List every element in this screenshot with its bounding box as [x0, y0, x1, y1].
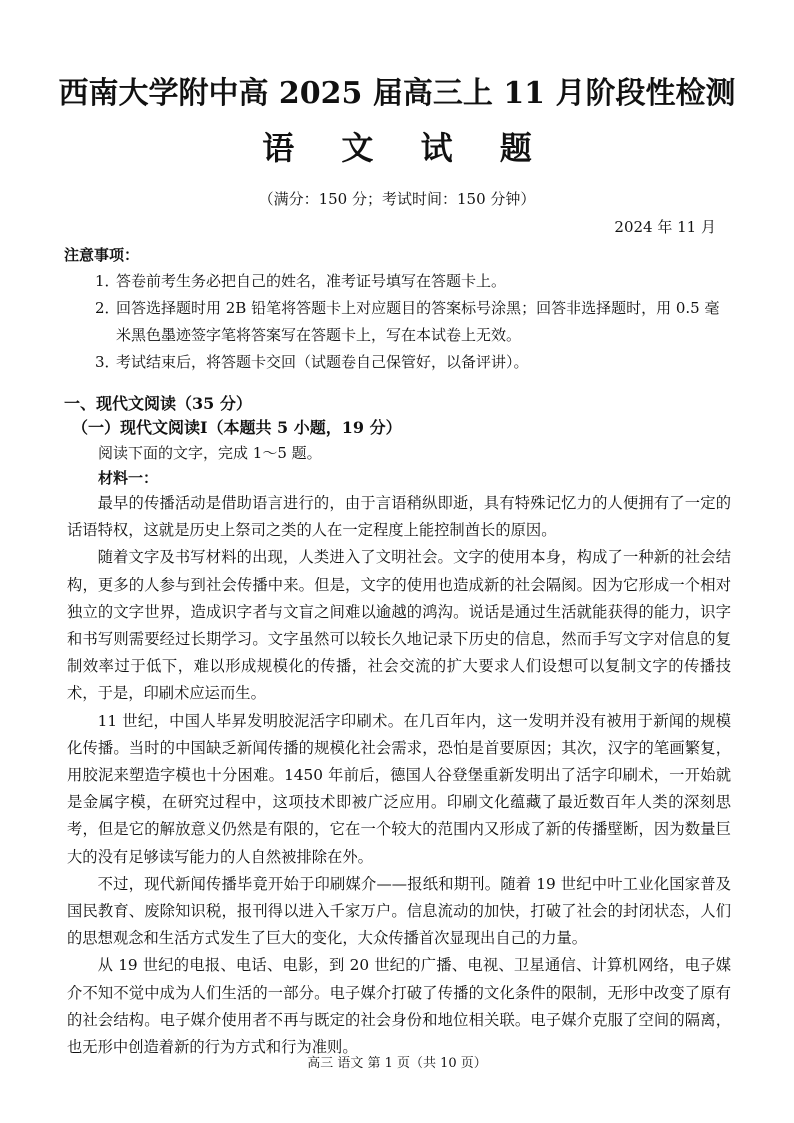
notice-block [64, 242, 734, 376]
notice-item-text: 考试结束后，将答题卡交回（试题卷自己保管好，以备评讲）。 [116, 353, 529, 371]
notice-heading: 注意事项： [64, 246, 140, 264]
notice-item-number: 1． [95, 272, 120, 290]
notice-item [64, 349, 734, 376]
paragraph: 随着文字及书写材料的出现，人类进入了文明社会。文字的使用本身，构成了一种新的社会结构，更多的人参与到社会传播中来。但是，文字的使用也造成新的社会隔阂。因为它形成一个相对独立的文字世界，造成识字者与文盲之间难以逾越的鸿沟。说话是通过生活就能获得的能力，识字和书写则需要经过长期学习。文字虽然可以较长久地记录下历史的信息，然而手写文字对信息的复制效率过于低下，难以形成规模化的传播，社会交流的扩大要求人们设想可以复制文字的传播技术，于是，印刷术应运而生。 [67, 548, 731, 703]
notice-item-text: 回答选择题时用 2B 铅笔将答题卡上对应题目的答案标号涂黑；回答非选择题时，用 0.5 毫米黑色墨迹签字笔将答案写在答题卡上，写在本试卷上无效。 [116, 299, 720, 344]
paragraph: 从 19 世纪的电报、电话、电影，到 20 世纪的广播、电视、卫星通信、计算机网络，电子媒介不知不觉中成为人们生活的一部分。电子媒介打破了传播的文化条件的限制，无形中改变了原有的社会结构。电子媒介使用者不再与既定的社会身份和地位相关联。电子媒介克服了空间的隔离，也无形中创造着新的行为方式和行为准则。 [67, 956, 731, 1057]
exam-date: 2024 年 11 月 [614, 218, 716, 236]
page-footer: 高三 语文 第 1 页（共 10 页） [307, 1056, 487, 1071]
exam-title: 西南大学附中高 2025 届高三上 11 月阶段性检测 [58, 76, 736, 111]
section-title: 一、现代文阅读（35 分） [64, 394, 252, 413]
notice-item-number: 3． [95, 353, 120, 371]
score-time-info: （满分：150 分；考试时间：150 分钟） [258, 190, 536, 208]
notice-item-number: 2． [95, 299, 120, 317]
notice-item [64, 268, 734, 295]
paragraph: 最早的传播活动是借助语言进行的，由于言语稍纵即逝，具有特殊记忆力的人便拥有了一定的话语特权，这就是历史上祭司之类的人在一定程度上能控制酋长的原因。 [67, 494, 731, 540]
notice-item [64, 295, 734, 349]
paragraph: 11 世纪，中国人毕昇发明胶泥活字印刷术。在几百年内，这一发明并没有被用于新闻的规模化传播。当时的中国缺乏新闻传播的规模化社会需求，恐怕是首要原因；其次，汉字的笔画繁复，用胶泥来塑造字模也十分困难。1450 年前后，德国人谷登堡重新发明出了活字印刷术，一开始就是金属字模，在研究过程中，这项技术即被广泛应用。印刷文化蕴藏了最近数百年人类的深刻思考，但是它的解放意义仍然是有限的，它在一个较大的范围内又形成了新的传播壁断，因为数量巨大的没有足够读写能力的人自然被排除在外。 [67, 711, 731, 866]
notice-item-text: 答卷前考生务必把自己的姓名，准考证号填写在答题卡上。 [116, 272, 507, 290]
material-label: 材料一： [98, 469, 159, 487]
subsection-title: （一）现代文阅读Ⅰ（本题共 5 小题，19 分） [72, 418, 402, 437]
reading-instruction: 阅读下面的文字，完成 1～5 题。 [98, 444, 322, 462]
subject-title: 语 文 试 题 [262, 129, 550, 167]
material-body [67, 490, 731, 1061]
paragraph: 不过，现代新闻传播毕竟开始于印刷媒介——报纸和期刊。随着 19 世纪中叶工业化国家普及国民教育、废除知识税，报刊得以进入千家万户。信息流动的加快，打破了社会的封闭状态，人们的思想观念和生活方式发生了巨大的变化，大众传播首次显现出自己的力量。 [67, 874, 731, 948]
